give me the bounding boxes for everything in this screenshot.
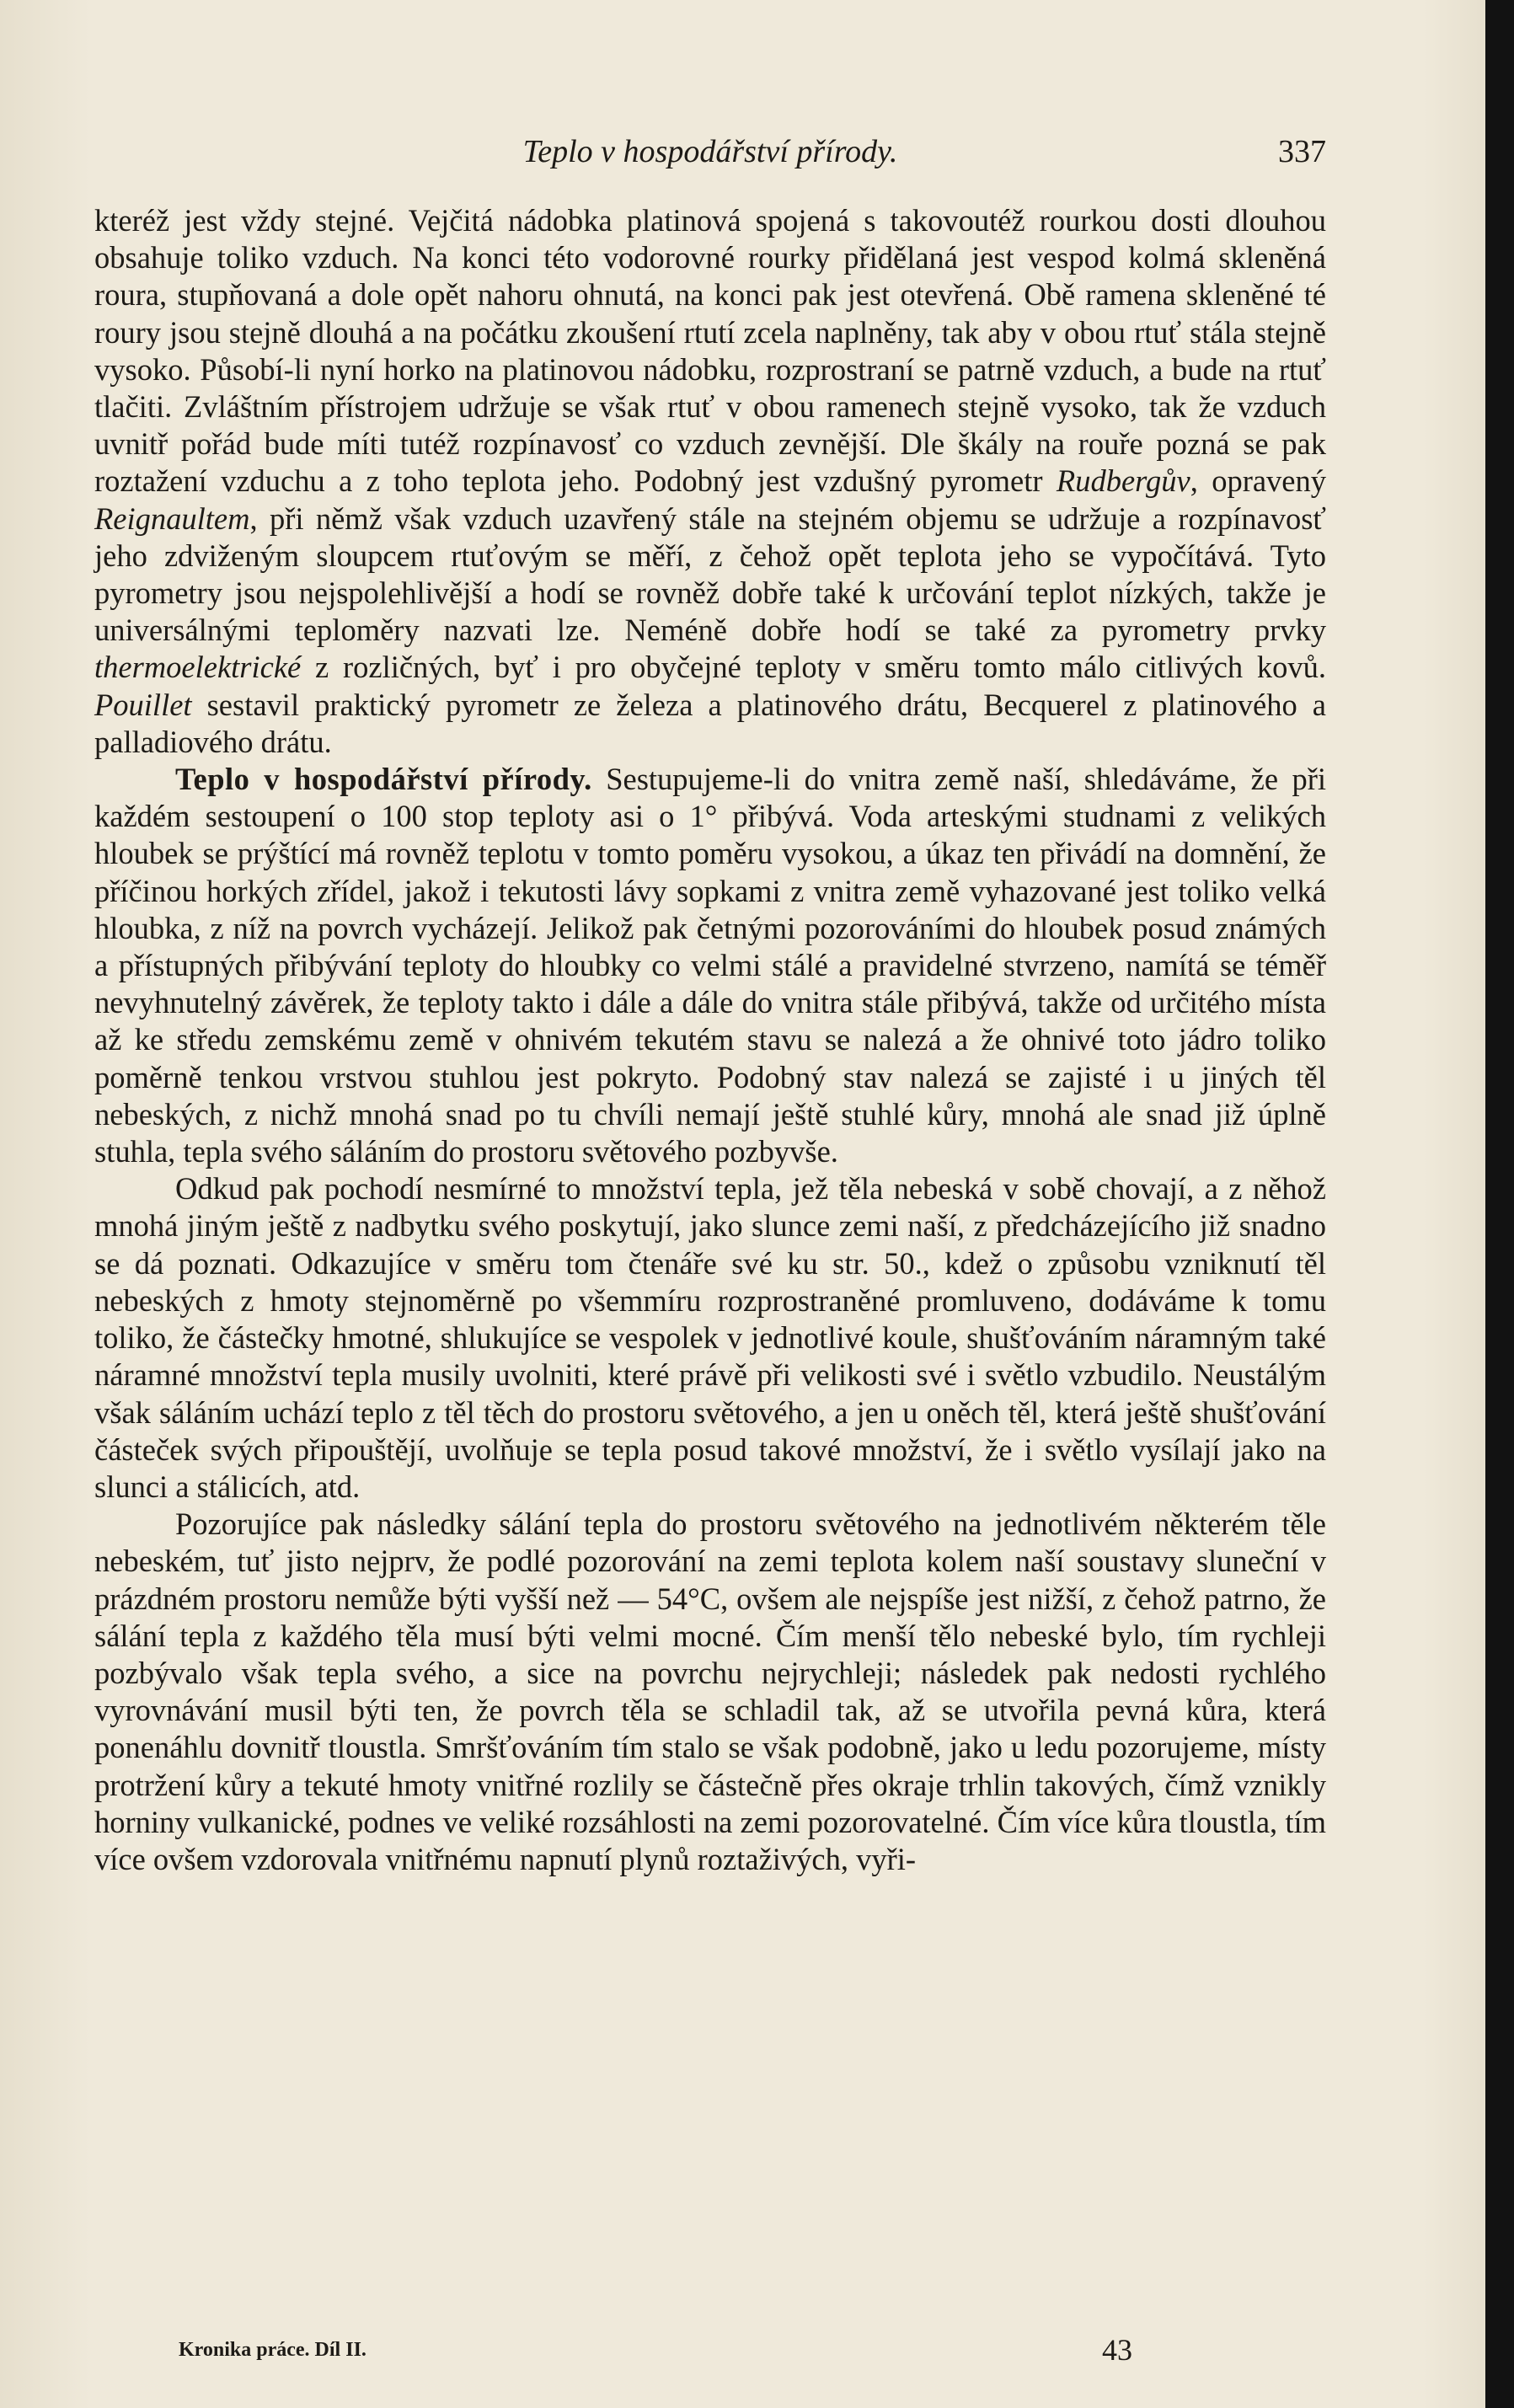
- section-heading: Teplo v hospodářství přírody.: [175, 762, 592, 797]
- paragraph: [94, 761, 1326, 1170]
- italic-name: Rudbergův: [1056, 463, 1190, 499]
- page-footer: [179, 2332, 1156, 2369]
- text-run: z rozličných, byť i pro obyčejné teploty v směru tomto málo citlivých kovů.: [301, 650, 1326, 685]
- paragraph: Odkud pak pochodí nesmírné to množství tepla, jež těla nebeská v sobě chovají, a z něhož mnohá jiným ještě z nadbytku svého poskytují, jako slunce zemi naší, z předcházejícího již snadno se dá poznati. Odkazujíce v směru tom čtenáře své ku str. 50., kdež o způsobu vzniknutí těl nebeských z hmoty stejnoměrně po všemmíru rozprostraněné promluveno, dodáváme k tomu toliko, že částečky hmotné, shlukujíce se vespolek v jednotlivé koule, shušťováním náramným také náramné množství tepla musily uvolniti, které právě při velikosti své i světlo vzbudilo. Neustálým však sáláním uchází teplo z těl těch do prostoru světového, a jen u oněch těl, která ještě shušťování částeček svých připouštějí, uvolňuje se tepla posud takové množství, že i světlo vysílají jako na slunci a stálicích, atd.: [94, 1171, 1326, 1504]
- text-run: kteréž jest vždy stejné. Vejčitá nádobka platinová spojená s takovoutéž rourkou dosti dlouhou obsahuje toliko vzduch. Na konci této vodorovné rourky přidělaná jest vespod kolmá skleněná roura, stupňovaná a dole opět nahoru ohnutá, na konci pak jest otevřená. Obě ramena skleněné té roury jsou stejně dlouhá a na počátku zkoušení rtutí zcela naplněny, tak aby v obou rtuť stála stejně vysoko. Působí-li nyní horko na platinovou nádobku, rozprostraní se patrně vzduch, a bude na rtuť tlačiti. Zvláštním přístrojem udržuje se však rtuť v obou ramenech stejně vysoko, tak že vzduch uvnitř pořád bude míti tutéž rozpínavosť co vzduch zevnější. Dle škály na rouře pozná se pak roztažení vzduchu a z toho teplota jeho. Podobný jest vzdušný pyrometr: [94, 203, 1326, 499]
- text-run: sestavil praktický pyrometr ze železa a platinového drátu, Becquerel z platinového a palladiového drátu.: [94, 687, 1326, 759]
- text-run: , při němž však vzduch uzavřený stále na stejném objemu se udržuje a rozpínavosť jeho zdviženým sloupcem rtuťovým se měří, z čehož opět teplota jeho se vypočítává. Tyto pyrometry jsou nejspolehlivější a hodí se rovněž dobře také k určování teplot nízkých, takže je universálnými teploměry nazvati lze. Neméně dobře hodí se také za pyrometry prvky: [94, 500, 1326, 648]
- paragraph: [94, 202, 1326, 761]
- italic-term: thermoelektrické: [94, 650, 302, 685]
- text-run: Sestupujeme-li do vnitra země naší, shledáváme, že při každém sestoupení o 100 stop teploty asi o 1° přibývá. Voda arteskými studnami z velikých hloubek se prýštící má rovněž teplotu v tomto poměru vysokou, a úkaz ten přivádí na domnění, že příčinou horkých zřídel, jakož i tekutosti lávy sopkami z vnitra země vyhazované jest toliko velká hloubka, z níž na povrch vycházejí. Jelikož pak četnými pozorováními do hloubek posud známých a přístupných přibývání teploty do hloubky co velmi stálé a pravidelné stvrzeno, namítá se téměř nevyhnutelný závěrek, že teploty takto i dále a dále do vnitra stále přibývá, takže od určitého místa až ke středu zemskému země v ohnivém tekutém stavu se nalezá a že ohnivé toto jádro toliko poměrně tenkou vrstvou stuhlou jest pokryto. Podobný stav nalezá se zajisté i u jiných těl nebeských, z nichž mnohá snad po tu chvíli nemají ještě stuhlé kůry, mnohá ale snad již úplně stuhla, tepla svého sáláním do prostoru světového pozbyvše.: [94, 762, 1326, 1169]
- page-number: 337: [1278, 134, 1326, 169]
- scan-edge: [1485, 0, 1514, 2408]
- italic-name: Pouillet: [94, 687, 192, 722]
- running-title: Teplo v hospodářství přírody.: [522, 134, 898, 169]
- paragraph: Pozorujíce pak následky sálání tepla do prostoru světového na jednotlivém některém těle nebeském, tuť jisto nejprv, že podlé pozorování na zemi teplota kolem naší soustavy sluneční v prázdném prostoru nemůže býti vyšší než — 54°C, ovšem ale nejspíše jest nižší, z čehož patrno, že sálání tepla z každého těla musí býti velmi mocné. Čím menší tělo nebeské bylo, tím rychleji pozbývalo však tepla svého, a sice na povrchu nejrychleji; následek pak nedosti rychlého vyrovnávání musil býti ten, že povrch těla se schladil tak, až se utvořila pevná kůra, která ponenáhlu dovnitř tloustla. Smršťováním tím stalo se však podobně, jako u ledu pozorujeme, místy protržení kůry a tekuté hmoty vnitřné rozlily se částečně přes okraje trhlin takových, čímž vznikly horniny vulkanické, podnes ve veliké rozsáhlosti na zemi pozorovatelné. Čím více kůra tloustla, tím více ovšem vzdorovala vnitřnému napnutí plynů roztaživých, vyři-: [94, 1506, 1326, 1876]
- italic-name: Reignaultem: [94, 500, 250, 536]
- signature-mark: Kronika práce. Díl II.: [179, 2339, 366, 2361]
- page-header: [94, 133, 1326, 172]
- body-text: [94, 202, 1326, 1878]
- sheet-number: 43: [1102, 2333, 1132, 2367]
- text-run: , opravený: [1190, 463, 1326, 499]
